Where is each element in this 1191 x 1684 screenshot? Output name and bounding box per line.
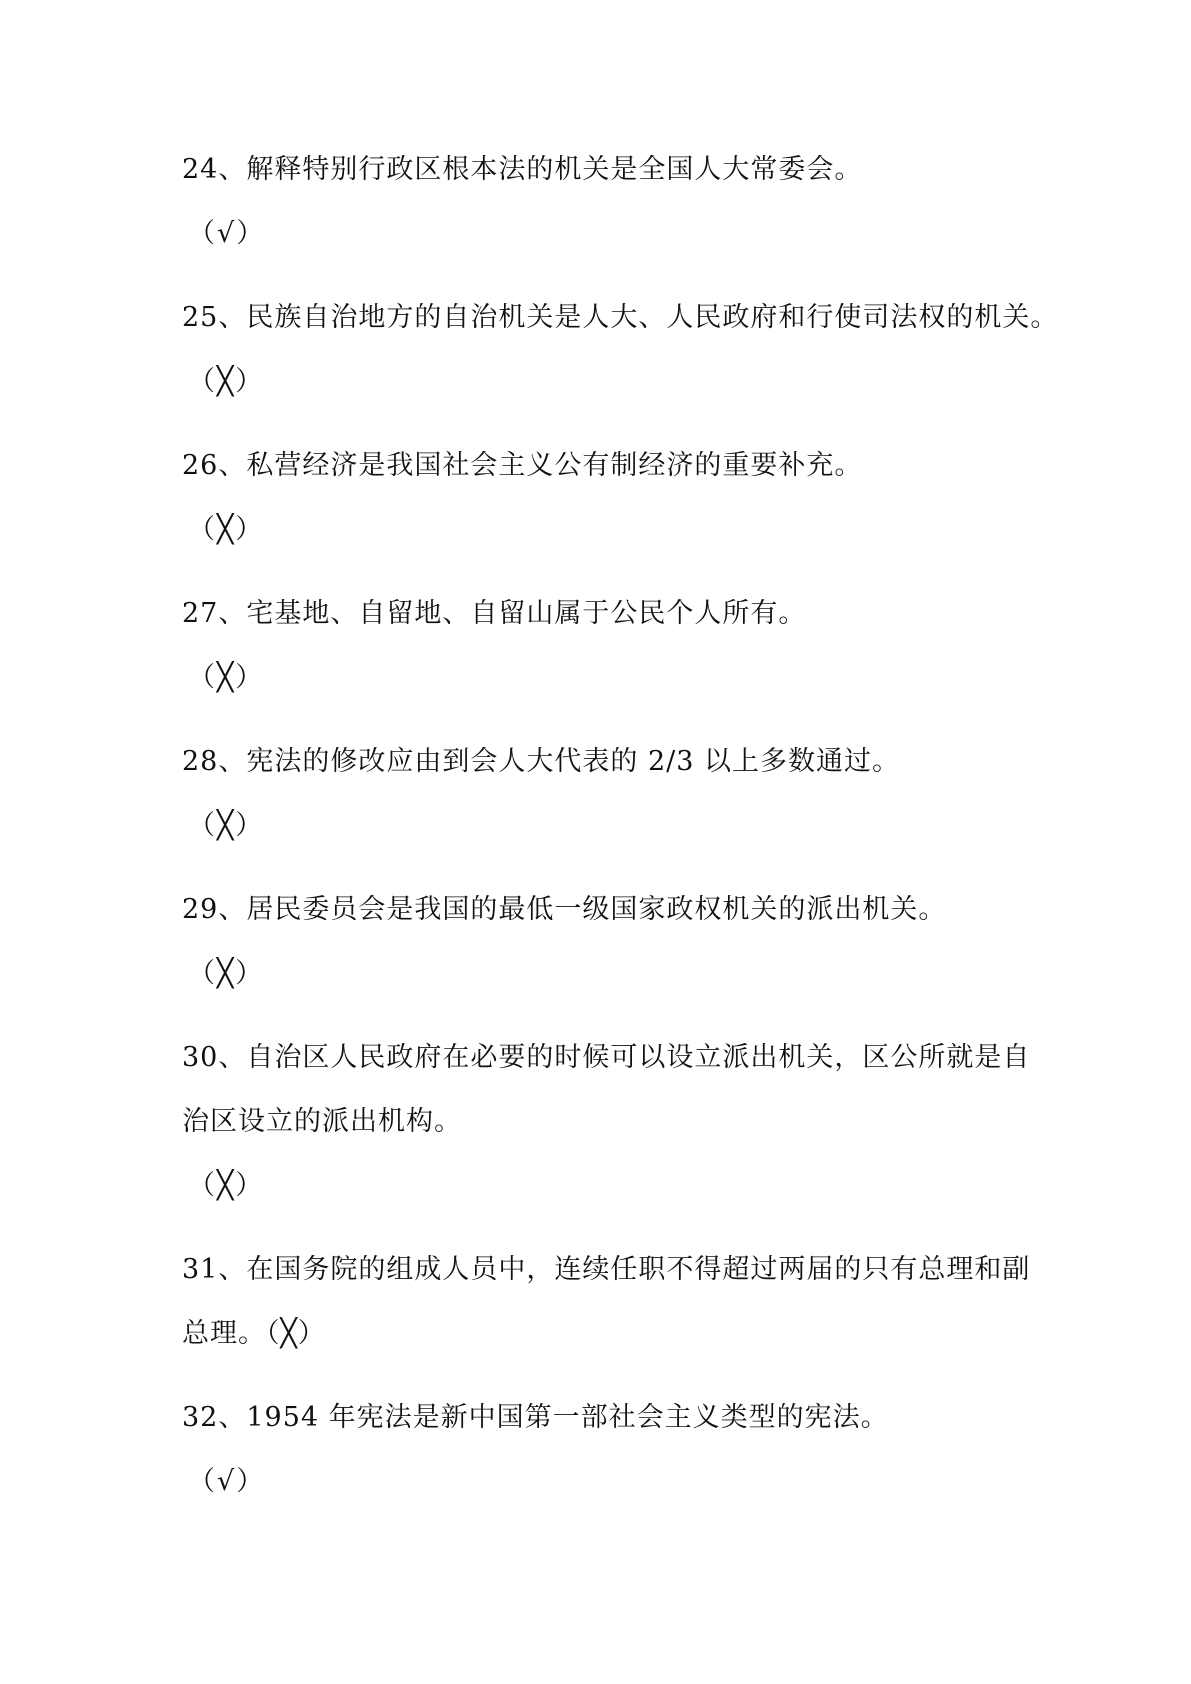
question-31-text-line-2: 总理。（╳） bbox=[182, 1318, 326, 1349]
question-28-answer: （╳） bbox=[188, 810, 265, 841]
question-28-text: 28、宪法的修改应由到会人大代表的 2/3 以上多数通过。 bbox=[182, 746, 900, 777]
question-30-text-line-1: 30、自治区人民政府在必要的时候可以设立派出机关，区公所就是自 bbox=[182, 1042, 1031, 1073]
question-30-text-line-2: 治区设立的派出机构。 bbox=[182, 1106, 462, 1137]
question-32-text: 32、1954 年宪法是新中国第一部社会主义类型的宪法。 bbox=[182, 1402, 889, 1433]
question-27-answer: （╳） bbox=[188, 662, 265, 693]
question-26-answer: （╳） bbox=[188, 514, 265, 545]
question-29-text: 29、居民委员会是我国的最低一级国家政权机关的派出机关。 bbox=[182, 894, 947, 925]
question-30-answer: （╳） bbox=[188, 1170, 265, 1201]
question-31-text-line-1: 31、在国务院的组成人员中，连续任职不得超过两届的只有总理和副 bbox=[182, 1254, 1031, 1285]
question-24-text: 24、解释特别行政区根本法的机关是全国人大常委会。 bbox=[182, 154, 863, 185]
question-29-answer: （╳） bbox=[188, 958, 265, 989]
question-25-text: 25、民族自治地方的自治机关是人大、人民政府和行使司法权的机关。 bbox=[182, 302, 1059, 333]
question-25-answer: （╳） bbox=[188, 366, 265, 397]
question-26-text: 26、私营经济是我国社会主义公有制经济的重要补充。 bbox=[182, 450, 863, 481]
question-24-answer: （√） bbox=[188, 218, 266, 249]
question-32-answer: （√） bbox=[188, 1466, 266, 1497]
question-27-text: 27、宅基地、自留地、自留山属于公民个人所有。 bbox=[182, 598, 807, 629]
